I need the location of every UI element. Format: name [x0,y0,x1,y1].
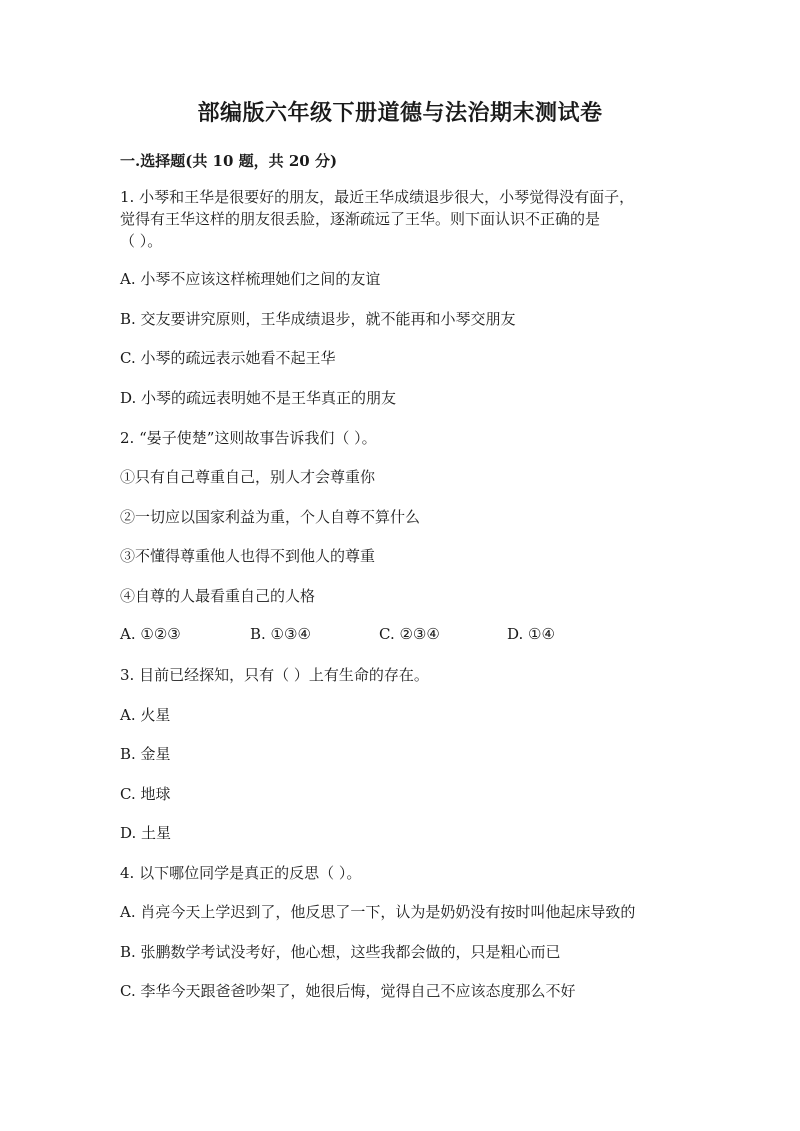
q3-option-b: B. 金星 [120,745,171,763]
q2-option-c: C. ②③④ [379,625,440,643]
q2-statement-1: ①只有自己尊重自己，别人才会尊重你 [120,468,376,486]
q2-option-b: B. ①③④ [250,625,311,643]
q1-stem-line1: 1. 小琴和王华是很要好的朋友，最近王华成绩退步很大，小琴觉得没有面子， [120,188,635,206]
q2-statement-3: ③不懂得尊重他人也得不到他人的尊重 [120,547,376,565]
q1-option-a: A. 小琴不应该这样梳理她们之间的友谊 [120,270,381,288]
q3-stem: 3. 目前已经探知，只有（ ）上有生命的存在。 [120,666,429,684]
q2-option-d: D. ①④ [507,625,555,643]
q4-option-a: A. 肖亮今天上学迟到了，他反思了一下，认为是奶奶没有按时叫他起床导致的 [120,903,636,921]
q4-stem: 4. 以下哪位同学是真正的反思（ ）。 [120,864,362,882]
q2-option-a: A. ①②③ [120,625,181,643]
exam-title: 部编版六年级下册道德与法治期末测试卷 [197,100,603,126]
q3-option-c: C. 地球 [120,785,171,803]
q1-option-d: D. 小琴的疏远表明她不是王华真正的朋友 [120,389,397,407]
q4-option-b: B. 张鹏数学考试没考好，他心想，这些我都会做的，只是粗心而已 [120,943,561,961]
q1-option-c: C. 小琴的疏远表示她看不起王华 [120,349,336,367]
q2-statement-4: ④自尊的人最看重自己的人格 [120,587,316,605]
q3-option-d: D. 土星 [120,824,172,842]
q1-stem-line3: （ ）。 [120,232,163,250]
q1-stem-line2: 觉得有王华这样的朋友很丢脸，逐渐疏远了王华。则下面认识不正确的是 [120,210,601,228]
q1-option-b: B. 交友要讲究原则，王华成绩退步，就不能再和小琴交朋友 [120,310,516,328]
q2-options-row [120,625,720,645]
q2-statement-2: ②一切应以国家利益为重，个人自尊不算什么 [120,508,421,526]
q3-option-a: A. 火星 [120,706,171,724]
q2-stem: 2. “晏子使楚”这则故事告诉我们（ ）。 [120,429,377,447]
section-heading: 一.选择题(共 10 题，共 20 分) [120,152,338,170]
q4-option-c: C. 李华今天跟爸爸吵架了，她很后悔，觉得自己不应该态度那么不好 [120,982,576,1000]
